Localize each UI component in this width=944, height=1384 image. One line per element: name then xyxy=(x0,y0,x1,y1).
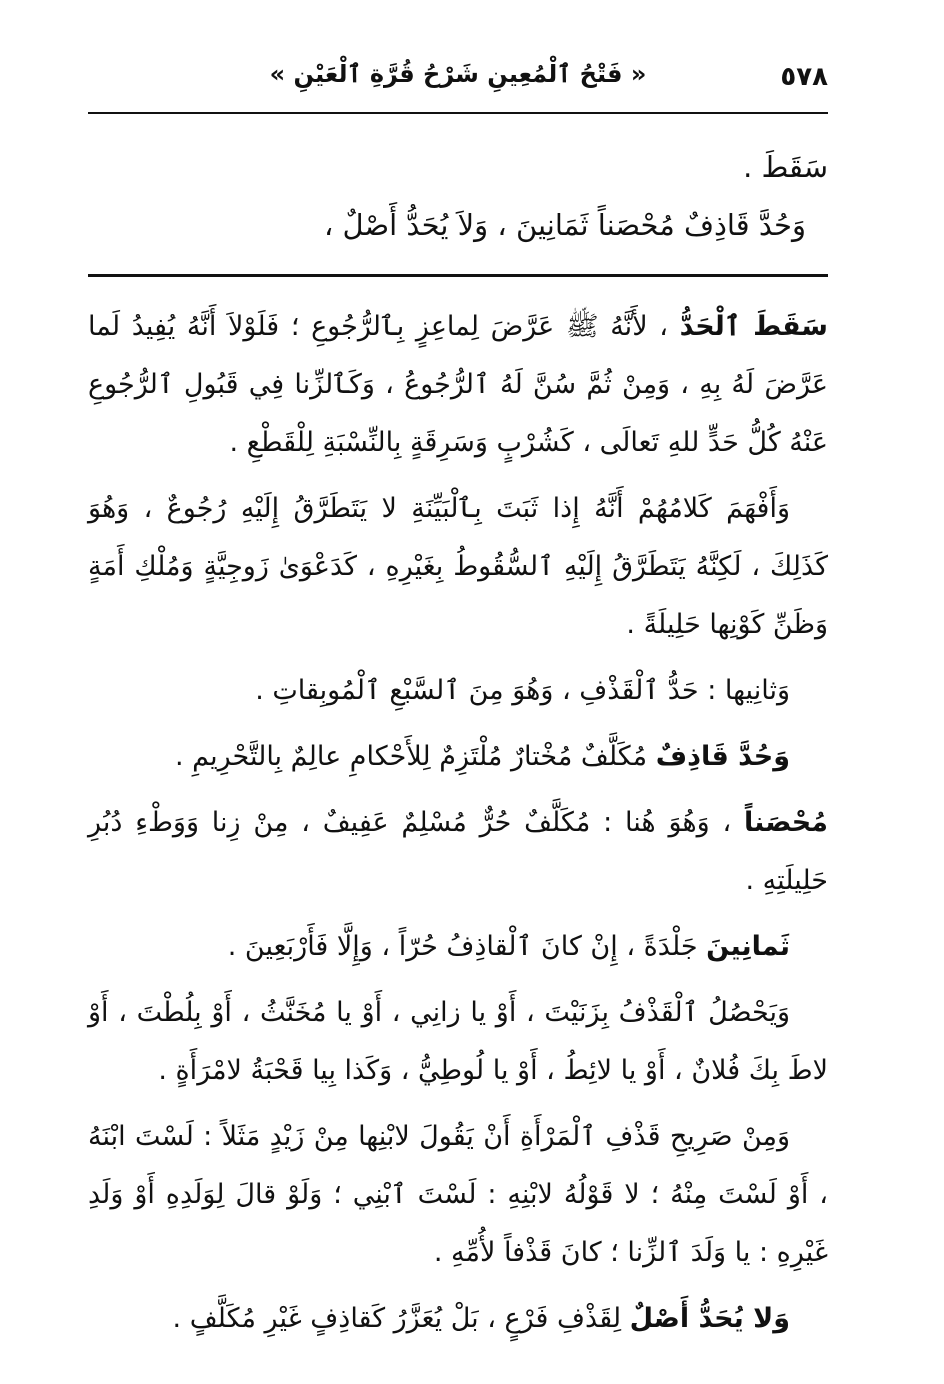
matn-line-2: وَحُدَّ قَاذِفٌ مُحْصَناً ثَمَانِينَ ، وَلاَ يُحَدُّ أَصْلٌ ، xyxy=(323,208,806,242)
commentary-text xyxy=(88,298,828,1356)
matn-quote: مُحْصَناً xyxy=(744,807,828,838)
matn-quote: ثَمانِينَ xyxy=(706,931,790,962)
page-header xyxy=(88,58,828,102)
running-title: « فَتْحُ ٱلْمُعِينِ شَرْحُ قُرَّةِ ٱلْعَيْنِ » xyxy=(269,60,647,88)
matn-separator-rule xyxy=(88,274,828,277)
commentary-paragraph-4 xyxy=(88,728,828,786)
matn-text xyxy=(88,138,828,254)
commentary-text-span: ، وَهُوَ هُنا : مُكَلَّفٌ حُرٌّ مُسْلِمٌ عَفِيفٌ ، مِنْ زِنا وَوَطْءِ دُبُرِ حَلِيلَتِهِ . xyxy=(88,807,828,896)
commentary-text-span: لِقَذْفِ فَرْعٍ ، بَلْ يُعَزَّرُ كَقاذِفٍ غَيْرِ مُكَلَّفٍ . xyxy=(172,1303,630,1334)
commentary-paragraph-3: وَثانِيها : حَدُّ ٱلْقَذْفِ ، وَهُوَ مِنَ ٱلسَّبْعِ ٱلْمُوبِقاتِ . xyxy=(255,675,790,706)
header-rule xyxy=(88,112,828,114)
commentary-text-span: مُكَلَّفٌ مُخْتارٌ مُلْتَزِمٌ لِلأَحْكامِ عالِمٌ بِالتَّحْرِيمِ . xyxy=(174,741,656,772)
matn-quote: سَقَطَ ٱلْحَدُّ xyxy=(679,311,828,342)
commentary-paragraph-9 xyxy=(88,1290,828,1348)
commentary-text-span: جَلْدَةً ، إِنْ كانَ ٱلْقاذِفُ حُرّاً ، وَإِلَّا فَأَرْبَعِينَ . xyxy=(227,931,707,962)
commentary-paragraph-8: وَمِنْ صَرِيحِ قَذْفِ ٱلْمَرْأَةِ أَنْ يَقُولَ لابْنِها مِنْ زَيْدٍ مَثَلاً : لَسْتَ ابْنَهُ ، أَوْ لَسْتَ مِنْهُ ؛ لا قَوْلُهُ لابْنِهِ : لَسْتَ ٱبْنِي ؛ وَلَوْ قالَ لِوَلَدِهِ أَوْ وَلَدِ غَيْرِهِ : يا وَلَدَ ٱلزِّنا ؛ كانَ قَذْفاً لأُمِّهِ . xyxy=(88,1121,828,1268)
commentary-paragraph-1 xyxy=(88,298,828,472)
matn-line-1: سَقَطَ . xyxy=(743,150,828,184)
matn-quote: وَحُدَّ قَاذِفٌ xyxy=(655,741,790,772)
matn-quote: وَلا يُحَدُّ أَصْلٌ xyxy=(629,1303,790,1334)
commentary-paragraph-6 xyxy=(88,918,828,976)
commentary-text-span: ، لأَنَّهُ ﷺ عَرَّضَ لِماعِزٍ بِٱلرُّجُوعِ ؛ فَلَوْلاَ أَنَّهُ يُفِيدُ لَما عَرَّضَ لَهُ بِهِ ، وَمِنْ ثُمَّ سُنَّ لَهُ ٱلرُّجُوعُ ، وَكَٱلزِّنا فِي قَبُولِ ٱلرُّجُوعِ عَنْهُ كُلُّ حَدٍّ للهِ تَعالَى ، كَشُرْبٍ وَسَرِقَةٍ بِالنِّسْبَةِ لِلْقَطْعِ . xyxy=(88,311,828,458)
commentary-paragraph-5 xyxy=(88,794,828,910)
commentary-paragraph-7: وَيَحْصُلُ ٱلْقَذْفُ بِزَنَيْتَ ، أَوْ يا زانِي ، أَوْ يا مُخَنَّثُ ، أَوْ بِلُطْتَ ، أَوْ لاطَ بِكَ فُلانٌ ، أَوْ يا لائِطُ ، أَوْ يا لُوطِيُّ ، وَكَذا بِيا قَحْبَةُ لامْرَأَةٍ . xyxy=(88,997,828,1086)
page-number: ٥٧٨ xyxy=(780,62,828,92)
commentary-paragraph-2: وَأَفْهَمَ كَلامُهُمْ أَنَّهُ إِذا ثَبَتَ بِٱلْبَيِّنَةِ لا يَتَطَرَّقُ إِلَيْهِ رُجُوعٌ ، وَهُوَ كَذَلِكَ ، لَكِنَّهُ يَتَطَرَّقُ إِلَيْهِ ٱلسُّقُوطُ بِغَيْرِهِ ، كَدَعْوَىٰ زَوجِيَّةٍ وَمُلْكِ أَمَةٍ وَظَنِّ كَوْنِها حَلِيلَةً . xyxy=(88,493,828,640)
